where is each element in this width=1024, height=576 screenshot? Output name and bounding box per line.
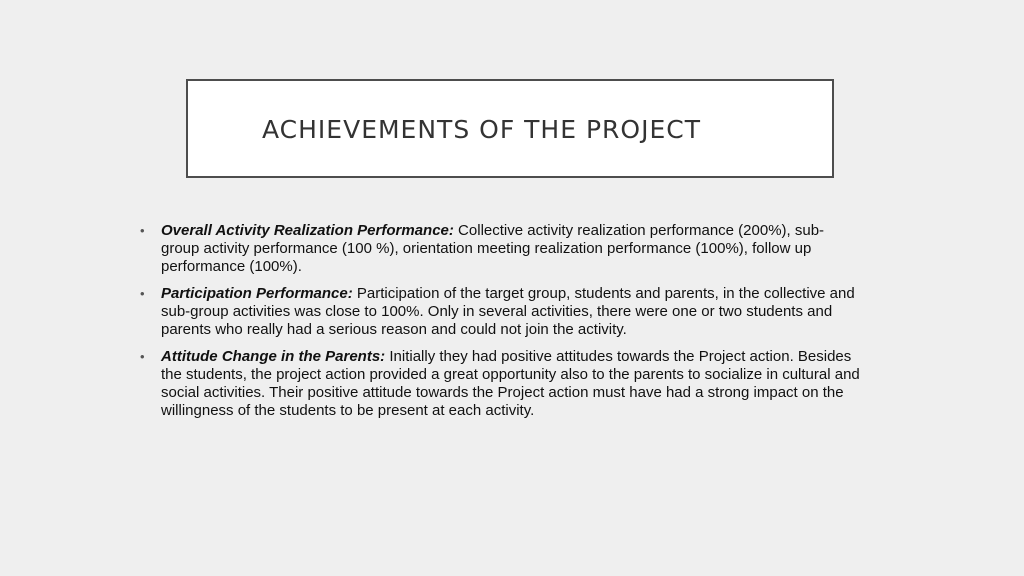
bullet-text: Collective activity realization performance (200%), sub-group activity performance (100 %), orientation meeting realization performance (100%), follow up performance (100%). (161, 222, 825, 275)
bullet-item-participation-performance (140, 285, 860, 339)
bullet-lead: Attitude Change in the Parents: (161, 348, 386, 365)
bullet-lead: Overall Activity Realization Performance: (161, 222, 454, 239)
bullet-dot-icon: • (140, 286, 145, 301)
bullet-text: Participation of the target group, students and parents, in the collective and sub-group activities was close to 100%. Only in several activities, there were one or two students and parents who really had a serious reason and could not join the activity. (161, 285, 855, 338)
bullet-lead: Participation Performance: (161, 285, 353, 302)
bullet-dot-icon: • (140, 223, 145, 238)
bullet-item-attitude-change (140, 348, 860, 420)
bullet-item-overall-performance (140, 222, 860, 276)
bullet-text: Initially they had positive attitudes towards the Project action. Besides the students, the project action provided a great opportunity also to the parents to socialize in cultural and social activities. Their positive attitude towards the Project action must have had a strong impact on the willingness of the students to be present at each activity. (161, 348, 860, 419)
bullet-list (140, 222, 860, 429)
bullet-dot-icon: • (140, 349, 145, 364)
slide-title: ACHIEVEMENTS OF THE PROJECT (262, 115, 701, 144)
title-box (186, 79, 834, 178)
